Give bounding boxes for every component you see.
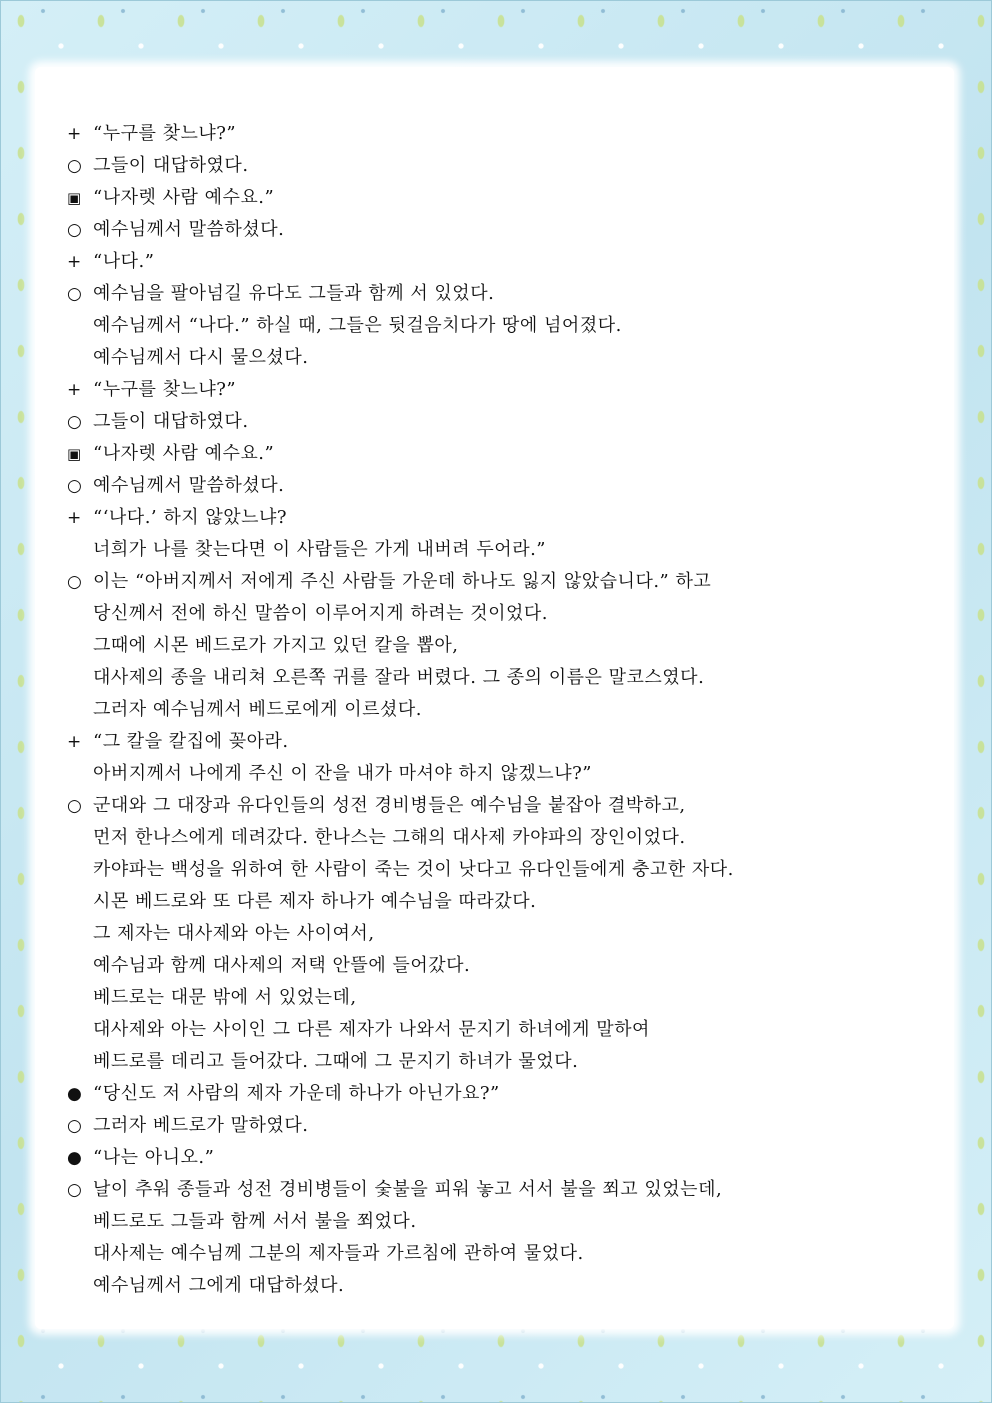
- square-marker: ▣: [67, 445, 82, 463]
- text-line: [67, 438, 927, 470]
- line-text: 카야파는 백성을 위하여 한 사람이 죽는 것이 낫다고 유다인들에게 충고한 자다.: [93, 859, 734, 880]
- text-line: [67, 1110, 927, 1142]
- text-line: [67, 1238, 927, 1270]
- text-line: [67, 566, 927, 598]
- square-marker: ▣: [67, 189, 82, 207]
- text-line: [67, 758, 927, 790]
- line-text: 그들이 대답하였다.: [93, 411, 249, 432]
- text-line: [67, 182, 927, 214]
- line-text: 예수님께서 그에게 대답하셨다.: [93, 1275, 345, 1296]
- line-text: 시몬 베드로와 또 다른 제자 하나가 예수님을 따라갔다.: [93, 891, 537, 912]
- line-text: 그러자 베드로가 말하였다.: [93, 1115, 309, 1136]
- text-line: [67, 886, 927, 918]
- text-line: [67, 1078, 927, 1110]
- text-line: [67, 630, 927, 662]
- text-line: [67, 150, 927, 182]
- text-line: [67, 118, 927, 150]
- text-line: [67, 470, 927, 502]
- circle-marker: ○: [67, 572, 83, 592]
- text-line: [67, 662, 927, 694]
- text-line: [67, 1142, 927, 1174]
- text-line: [67, 1046, 927, 1078]
- line-text: 베드로는 대문 밖에 서 있었는데,: [93, 987, 357, 1008]
- text-line: [67, 694, 927, 726]
- line-text: 당신께서 전에 하신 말씀이 이루어지게 하려는 것이었다.: [93, 603, 548, 624]
- line-text: 군대와 그 대장과 유다인들의 성전 경비병들은 예수님을 붙잡아 결박하고,: [93, 795, 686, 816]
- text-line: [67, 342, 927, 374]
- text-line: [67, 1014, 927, 1046]
- line-text: “나자렛 사람 예수요.”: [93, 187, 275, 208]
- text-line: [67, 1270, 927, 1302]
- line-text: “누구를 찾느냐?”: [93, 379, 237, 400]
- circle-marker: ○: [67, 156, 83, 176]
- text-line: [67, 598, 927, 630]
- line-text: 날이 추워 종들과 성전 경비병들이 숯불을 피워 놓고 서서 불을 쬐고 있었는데,: [93, 1179, 723, 1200]
- line-text: “당신도 저 사람의 제자 가운데 하나가 아닌가요?”: [93, 1083, 500, 1104]
- text-line: [67, 854, 927, 886]
- line-text: “‘나다.’ 하지 않았느냐?: [93, 507, 288, 528]
- line-text: 예수님을 팔아넘길 유다도 그들과 함께 서 있었다.: [93, 283, 495, 304]
- text-line: [67, 1206, 927, 1238]
- line-text: “나다.”: [93, 251, 155, 272]
- text-line: [67, 1174, 927, 1206]
- line-text: 대사제는 예수님께 그분의 제자들과 가르침에 관하여 물었다.: [93, 1243, 584, 1264]
- line-text: 예수님께서 다시 물으셨다.: [93, 347, 309, 368]
- circle-marker: ○: [67, 1116, 83, 1136]
- text-line: [67, 982, 927, 1014]
- text-line: [67, 214, 927, 246]
- circle-marker: ○: [67, 1180, 83, 1200]
- circle-marker: ○: [67, 412, 83, 432]
- bullet-marker: ●: [67, 1148, 83, 1168]
- line-text: 그때에 시몬 베드로가 가지고 있던 칼을 뽑아,: [93, 635, 459, 656]
- line-text: 너희가 나를 찾는다면 이 사람들은 가게 내버려 두어라.”: [93, 539, 547, 560]
- line-text: “나는 아니오.”: [93, 1147, 215, 1168]
- text-line: [67, 950, 927, 982]
- text-line: [67, 534, 927, 566]
- line-text: 대사제와 아는 사이인 그 다른 제자가 나와서 문지기 하녀에게 말하여: [93, 1019, 650, 1040]
- line-text: 먼저 한나스에게 데려갔다. 한나스는 그해의 대사제 카야파의 장인이었다.: [93, 827, 686, 848]
- text-line: [67, 278, 927, 310]
- line-text: 예수님께서 말씀하셨다.: [93, 219, 285, 240]
- circle-marker: ○: [67, 220, 83, 240]
- line-text: “그 칼을 칼집에 꽂아라.: [93, 731, 289, 752]
- circle-marker: ○: [67, 284, 83, 304]
- line-text: “누구를 찾느냐?”: [93, 123, 237, 144]
- text-line: [67, 726, 927, 758]
- line-text: 대사제의 종을 내리쳐 오른쪽 귀를 잘라 버렸다. 그 종의 이름은 말코스였다.: [93, 667, 705, 688]
- circle-marker: ○: [67, 476, 83, 496]
- bullet-marker: ●: [67, 1084, 83, 1104]
- line-text: 그러자 예수님께서 베드로에게 이르셨다.: [93, 699, 422, 720]
- line-text: 예수님께서 말씀하셨다.: [93, 475, 285, 496]
- line-text: 이는 “아버지께서 저에게 주신 사람들 가운데 하나도 잃지 않았습니다.” 하고: [93, 571, 712, 592]
- plus-marker: +: [67, 732, 82, 752]
- text-line: [67, 310, 927, 342]
- text-line: [67, 502, 927, 534]
- line-text: 그들이 대답하였다.: [93, 155, 249, 176]
- text-line: [67, 822, 927, 854]
- text-line: [67, 918, 927, 950]
- line-text: 그 제자는 대사제와 아는 사이여서,: [93, 923, 375, 944]
- plus-marker: +: [67, 508, 82, 528]
- plus-marker: +: [67, 252, 82, 272]
- text-line: [67, 374, 927, 406]
- line-text: 아버지께서 나에게 주신 이 잔을 내가 마셔야 하지 않겠느냐?”: [93, 763, 592, 784]
- line-text: 예수님과 함께 대사제의 저택 안뜰에 들어갔다.: [93, 955, 471, 976]
- liturgy-text-block: [67, 118, 927, 1302]
- line-text: 예수님께서 “나다.” 하실 때, 그들은 뒷걸음치다가 땅에 넘어졌다.: [93, 315, 622, 336]
- line-text: 베드로를 데리고 들어갔다. 그때에 그 문지기 하녀가 물었다.: [93, 1051, 579, 1072]
- line-text: 베드로도 그들과 함께 서서 불을 쬐었다.: [93, 1211, 417, 1232]
- plus-marker: +: [67, 380, 82, 400]
- line-text: “나자렛 사람 예수요.”: [93, 443, 275, 464]
- plus-marker: +: [67, 124, 82, 144]
- text-line: [67, 790, 927, 822]
- text-line: [67, 406, 927, 438]
- text-line: [67, 246, 927, 278]
- circle-marker: ○: [67, 796, 83, 816]
